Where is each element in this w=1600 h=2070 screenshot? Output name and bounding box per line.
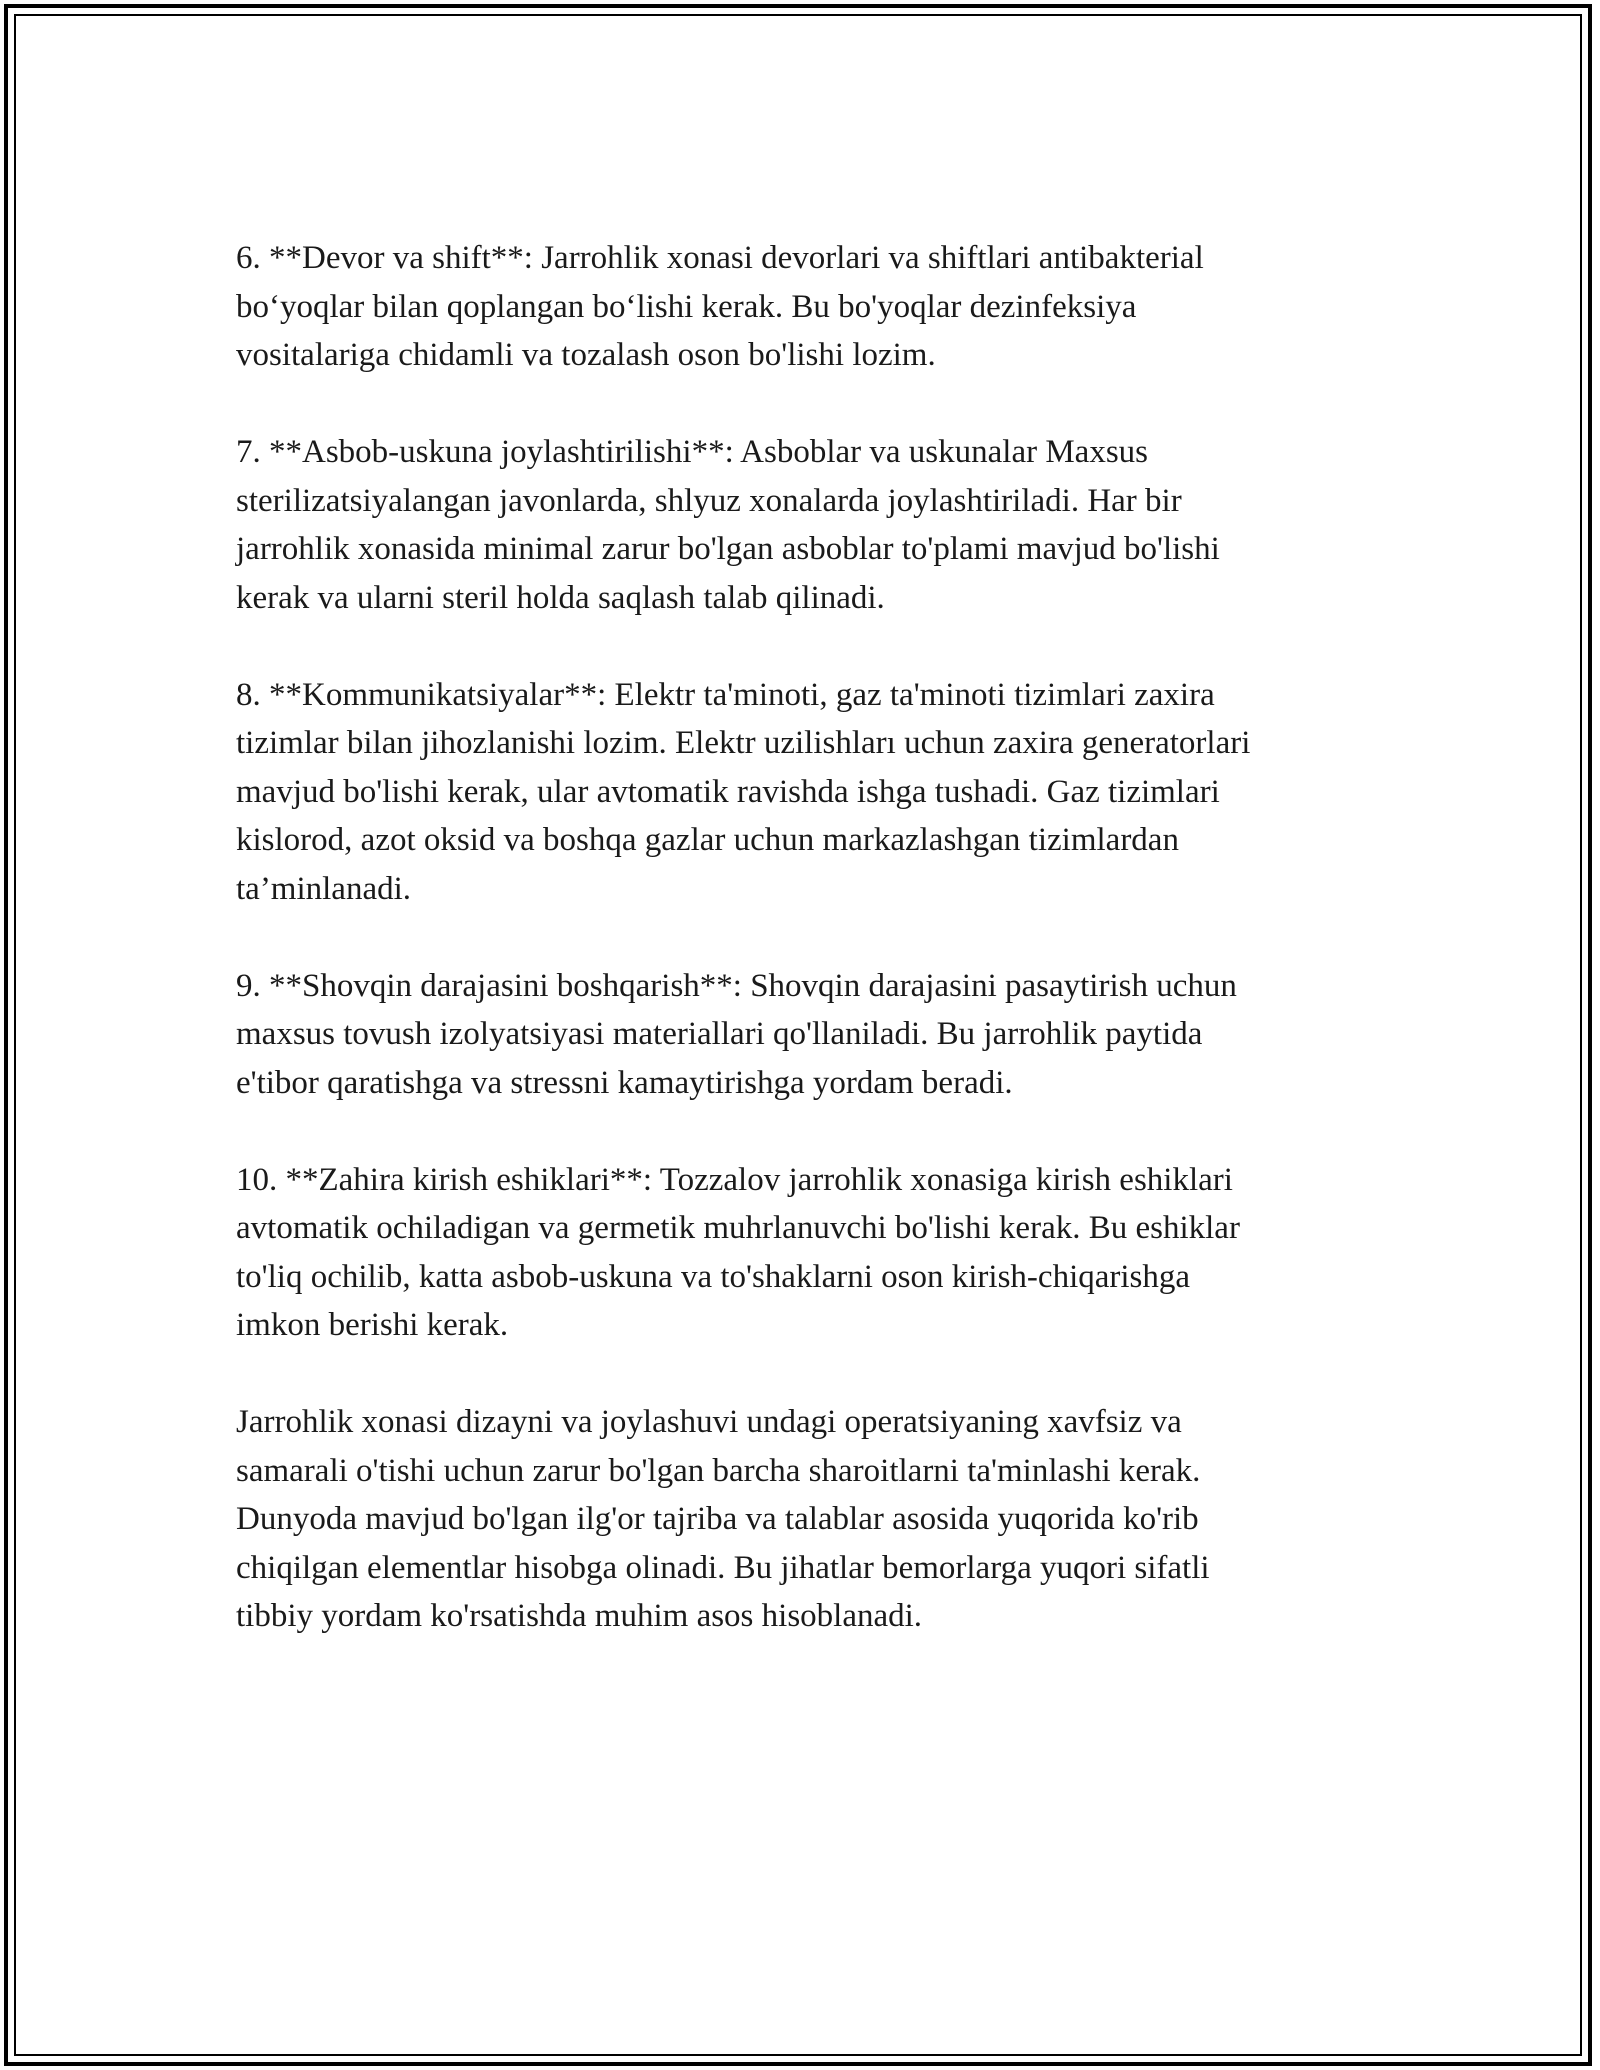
paragraph-asbob-uskuna: 7. **Asbob-uskuna joylashtirilishi**: Asboblar va uskunalar Maxsus sterilizatsiyalangan javonlarda, shlyuz xonalarda joylashtiriladi. Har bir jarrohlik xonasida minimal zarur bo'lgan asboblar to'plami mavjud bo'lishi kerak va ularni steril holda saqlash talab qilinadi.	[236, 434, 1220, 616]
paragraph-conclusion: Jarrohlik xonasi dizayni va joylashuvi undagi operatsiyaning xavfsiz va samarali o'tishi uchun zarur bo'lgan barcha sharoitlarni ta'minlashi kerak. Dunyoda mavjud bo'lgan ilg'or tajriba va talablar asosida yuqorida ko'rib chiqilgan elementlar hisobga olinadi. Bu jihatlar bemorlarga yuqori sifatli tibbiy yordam ko'rsatishda muhim asos hisoblanadi.	[236, 1404, 1210, 1634]
paragraph-zahira-eshiklari: 10. **Zahira kirish eshiklari**: Tozzalov jarrohlik xonasiga kirish eshiklari avtomatik ochiladigan va germetik muhrlanuvchi bo'lishi kerak. Bu eshiklar to'liq ochilib, katta asbob-uskuna va to'shaklarni oson kirish-chiqarishga imkon berishi kerak.	[236, 1161, 1240, 1343]
paragraph-kommunikatsiyalar: 8. **Kommunikatsiyalar**: Elektr ta'minoti, gaz ta'minoti tizimlari zaxira tizimlar bilan jihozlanishi lozim. Elektr uzilishları uchun zaxira generatorlari mavjud bo'lishi kerak, ular avtomatik ravishda ishga tushadi. Gaz tizimlari kislorod, azot oksid va boshqa gazlar uchun markazlashgan tizimlardan ta’minlanadi.	[236, 676, 1251, 907]
paragraph-devor-va-shift: 6. **Devor va shift**: Jarrohlik xonasi devorlari va shiftlari antibakterial bo‘yoqlar bilan qoplangan bo‘lishi kerak. Bu bo'yoqlar dezinfeksiya vositalariga chidamli va tozalash oson bo'lishi lozim.	[236, 240, 1204, 373]
paragraph-shovqin: 9. **Shovqin darajasini boshqarish**: Shovqin darajasini pasaytirish uchun maxsus tovush izolyatsiyasi materiallari qo'llaniladi. Bu jarrohlik paytida e'tibor qaratishga va stressni kamaytirishga yordam beradi.	[236, 967, 1237, 1101]
document-body	[236, 234, 1386, 1689]
